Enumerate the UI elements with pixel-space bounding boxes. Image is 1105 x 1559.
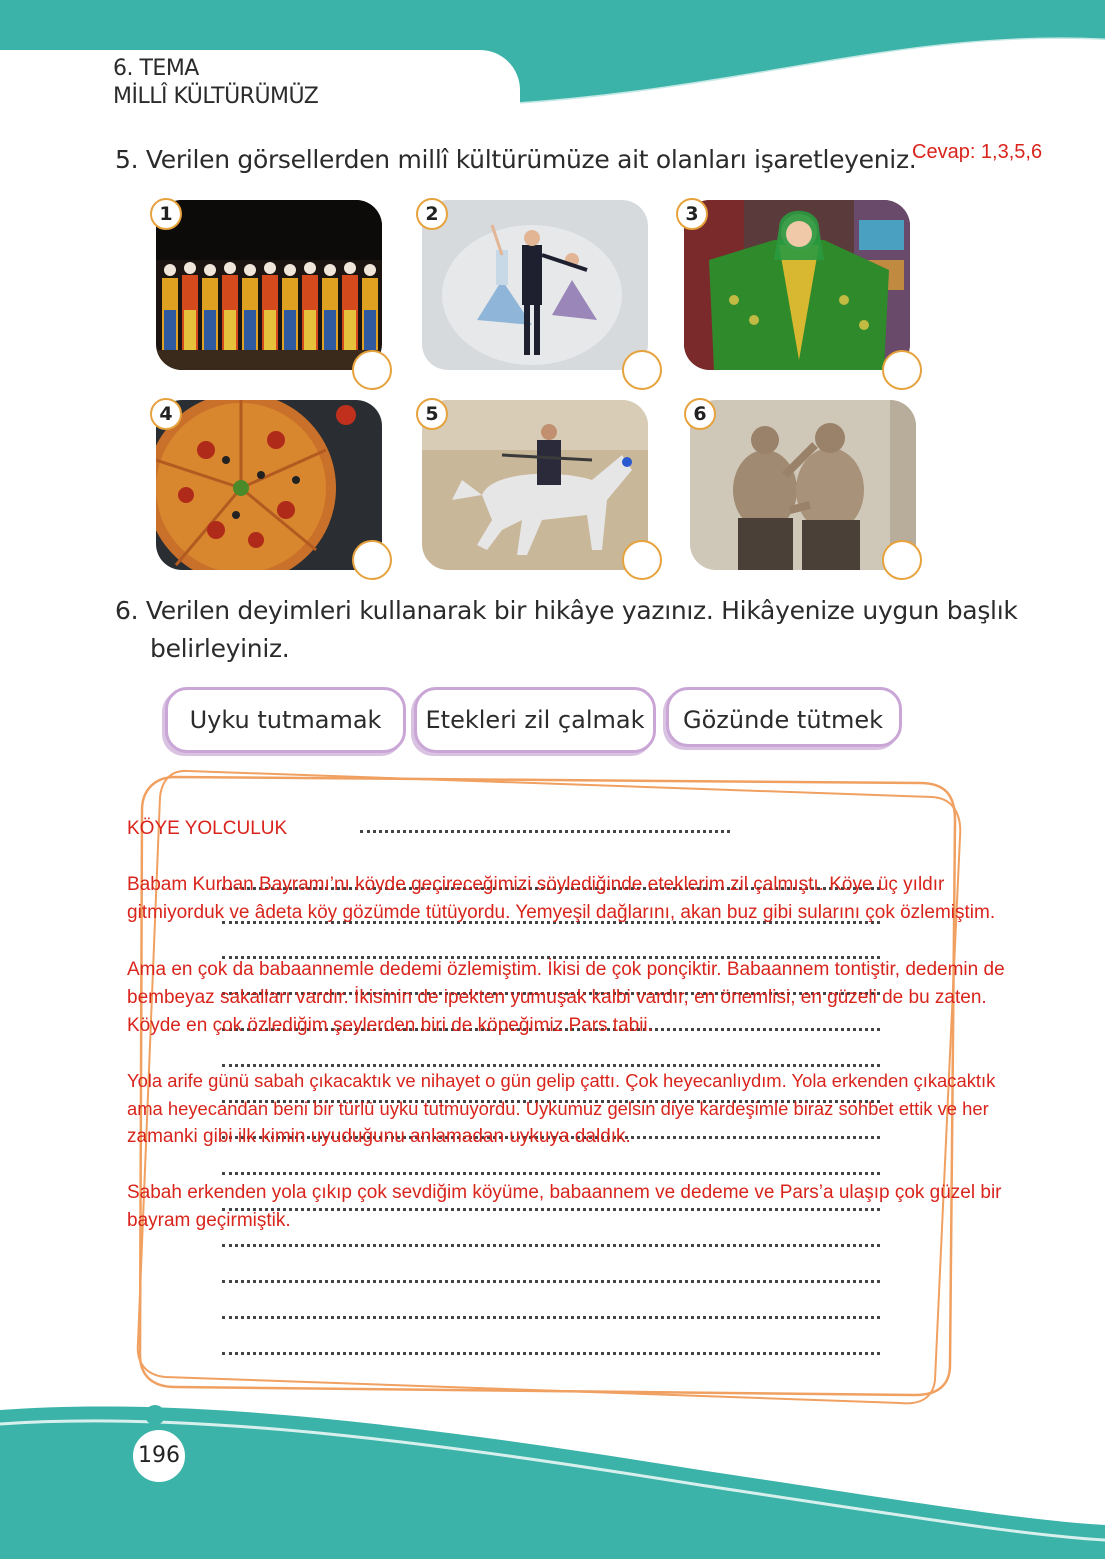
idiom-box-2: Etekleri zil çalmak	[414, 687, 656, 753]
checkbox-image-1[interactable]	[352, 350, 392, 390]
writing-line[interactable]	[222, 1312, 880, 1319]
folk-dancers-image	[156, 200, 382, 370]
checkbox-image-4[interactable]	[352, 540, 392, 580]
story-title: KÖYE YOLCULUK	[127, 818, 288, 839]
story-line: Yola arife günü sabah çıkacaktık ve nihayet o gün gelip çattı. Çok heyecanlıydım. Yola erkenden çıkacaktık	[127, 1070, 996, 1091]
checkbox-image-5[interactable]	[622, 540, 662, 580]
traditional-costume-image	[684, 200, 910, 370]
theme-title: MİLLÎ KÜLTÜRÜMÜZ	[113, 84, 319, 109]
title-line[interactable]	[360, 826, 730, 833]
story-line: bembeyaz sakalları vardır. İkisinin de ipekten yumuşak kalbi vardır, en önemlisi, en güzeli de bu zaten.	[127, 987, 987, 1008]
pizza-image	[156, 400, 382, 570]
writing-line[interactable]	[222, 1168, 880, 1175]
idiom-box-1: Uyku tutmamak	[165, 687, 406, 753]
writing-line[interactable]	[222, 1060, 880, 1067]
writing-line[interactable]	[222, 1348, 880, 1355]
checkbox-image-6[interactable]	[882, 540, 922, 580]
story-line: ama heyecandan beni bir türlü uyku tutmuyordu. Uykumuz gelsin diye kardeşimle biraz sohbet ettik ve her	[127, 1098, 989, 1119]
page-number: 196	[130, 1427, 188, 1485]
image-number-4: 4	[150, 398, 182, 430]
question-6-line-2: belirleyiniz.	[150, 634, 290, 663]
theme-number: 6. TEMA	[113, 56, 199, 81]
writing-line[interactable]	[222, 1240, 880, 1247]
question-5-answer: Cevap: 1,3,5,6	[912, 141, 1043, 163]
writing-line[interactable]	[222, 1276, 880, 1283]
image-number-1: 1	[150, 198, 182, 230]
oil-wrestlers-image	[690, 400, 916, 570]
image-number-3: 3	[676, 198, 708, 230]
story-line: bayram geçirmiştik.	[127, 1210, 291, 1231]
question-5-text: 5. Verilen görsellerden millî kültürümüze ait olanları işaretleyeniz.	[115, 145, 917, 174]
story-line: gitmiyorduk ve âdeta köy gözümde tütüyordu. Yemyeşil dağlarını, akan buz gibi sularını çok özlemiştim.	[127, 902, 996, 923]
story-line: Sabah erkenden yola çıkıp çok sevdiğim köyüme, babaannem ve dedeme ve Pars’a ulaşıp çok güzel bir	[127, 1182, 1002, 1203]
image-number-2: 2	[416, 198, 448, 230]
story-line: Ama en çok da babaannemle dedemi özlemiştim. İkisi de çok ponçiktir. Babaannem tontiştir, dedemin de	[127, 959, 1005, 980]
question-6-line-1: 6. Verilen deyimleri kullanarak bir hikâye yazınız. Hikâyenize uygun başlık	[115, 596, 1018, 625]
image-number-5: 5	[416, 398, 448, 430]
ballet-dancers-image	[422, 200, 648, 370]
story-line: zamanki gibi ilk kimin uyuduğunu anlamadan uykuya daldık.	[127, 1126, 631, 1147]
idiom-box-3: Gözünde tütmek	[666, 687, 902, 747]
checkbox-image-2[interactable]	[622, 350, 662, 390]
story-line: Babam Kurban Bayramı’nı köyde geçireceğimizi söylediğinde eteklerim zil çalmıştı. Köye üç yıldır	[127, 874, 945, 895]
horse-rider-image	[422, 400, 648, 570]
story-line: Köyde en çok özlediğim şeylerden biri de köpeğimiz Pars tabii.	[127, 1015, 653, 1036]
checkbox-image-3[interactable]	[882, 350, 922, 390]
image-number-6: 6	[684, 398, 716, 430]
